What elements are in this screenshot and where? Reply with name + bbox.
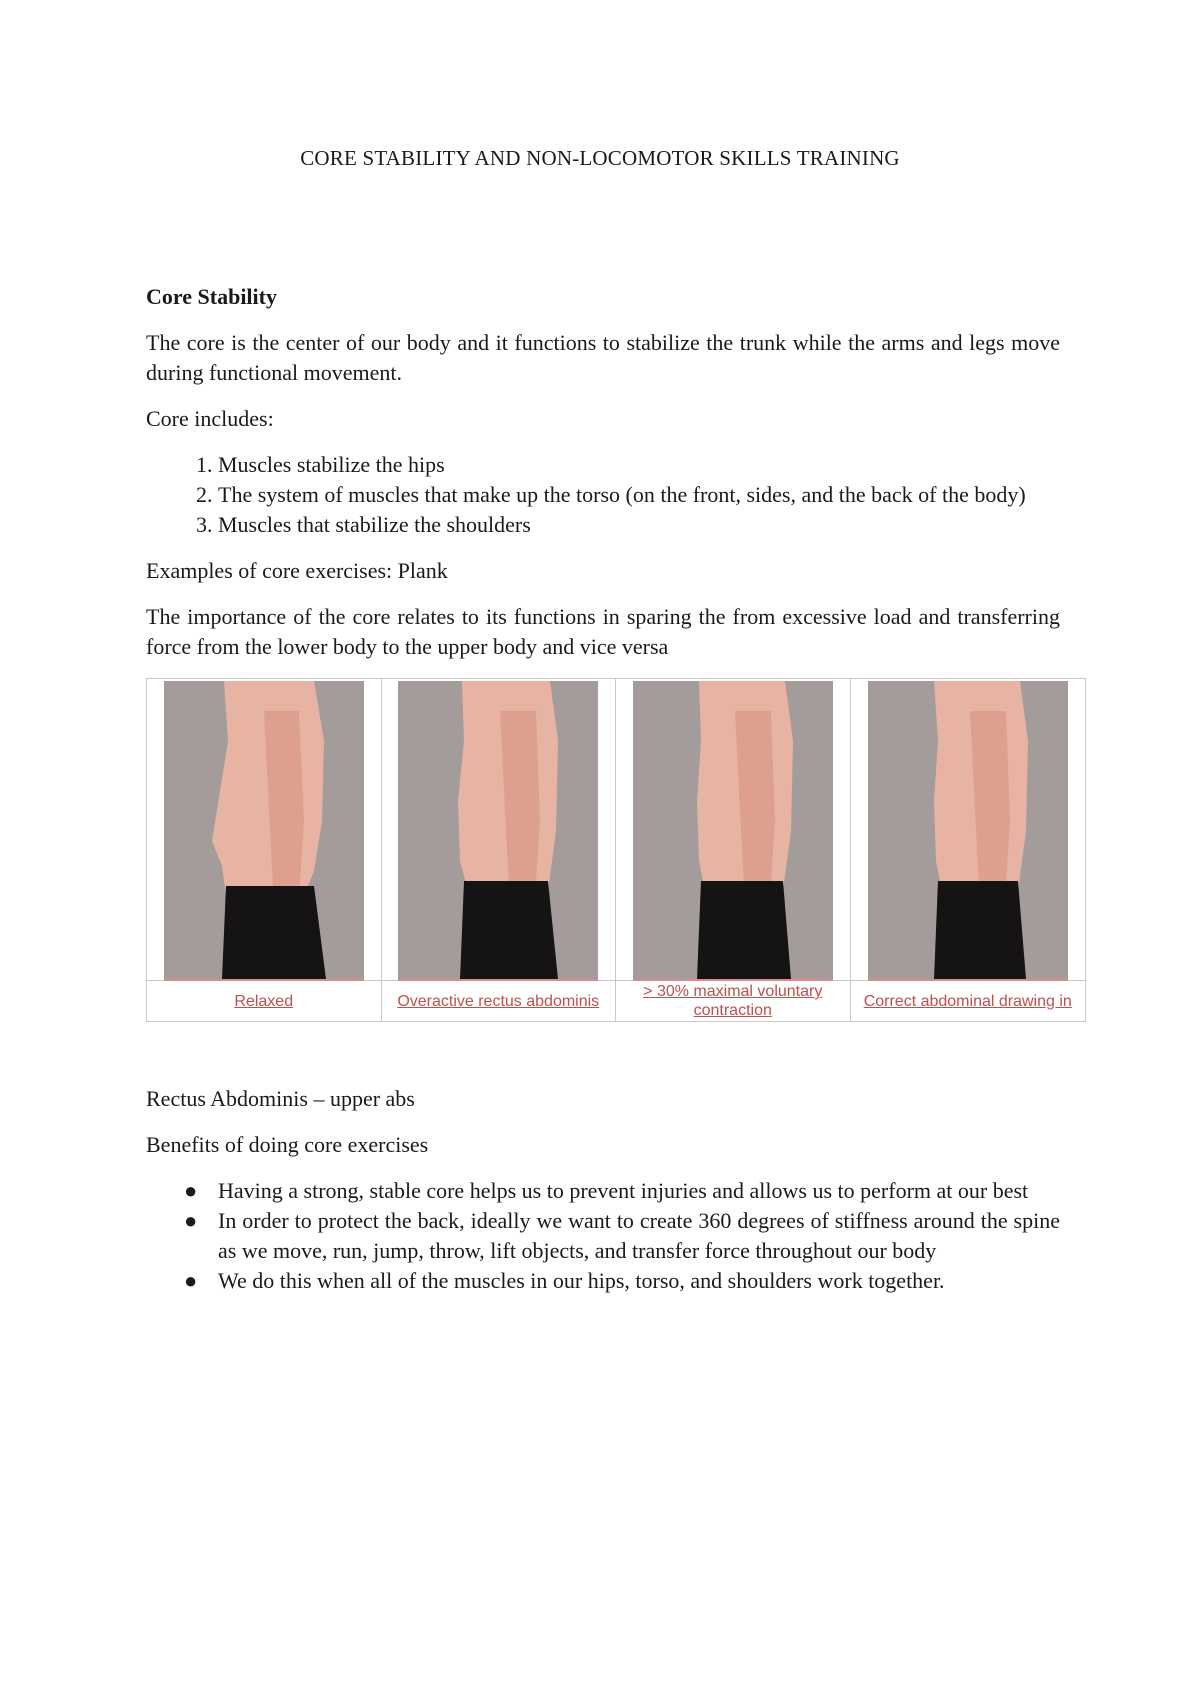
list-item: ● In order to protect the back, ideally we want to create 360 degrees of stiffness around the spine as we move, run, jump, throw, lift objects, and transfer force throughout our body: [184, 1208, 1060, 1263]
relaxed-posture-photo: [164, 681, 364, 981]
bullet-icon: ●: [184, 1208, 198, 1233]
list-item: 2. The system of muscles that make up the torso (on the front, sides, and the back of the body): [218, 480, 1060, 510]
benefits-list: [146, 1176, 1060, 1296]
bullet-icon: ●: [184, 1178, 198, 1203]
maximal-contraction-photo: [633, 681, 833, 981]
posture-figure: [146, 678, 1086, 1022]
importance-paragraph: The importance of the core relates to its functions in sparing the from excessive load and transferring force from the lower body to the upper body and vice versa: [146, 604, 1060, 659]
figure-caption: Correct abdominal drawing in: [863, 992, 1072, 1010]
bullet-icon: ●: [184, 1268, 198, 1293]
figure-caption: Relaxed: [234, 992, 294, 1010]
figure-caption: > 30% maximal voluntary contraction: [643, 983, 823, 1019]
correct-drawing-in-photo: [868, 681, 1068, 981]
list-item: 3. Muscles that stabilize the shoulders: [218, 510, 1060, 540]
section-heading: Core Stability: [146, 284, 277, 309]
figure-caption: Overactive rectus abdominis: [397, 992, 600, 1010]
core-includes-label: Core includes:: [146, 406, 274, 431]
overactive-rectus-photo: [398, 681, 598, 981]
figure-cell: [616, 679, 851, 1021]
figure-cell: [147, 679, 382, 1021]
benefits-label: Benefits of doing core exercises: [146, 1132, 429, 1157]
list-item: ● We do this when all of the muscles in our hips, torso, and shoulders work together.: [218, 1266, 1060, 1296]
page-title: CORE STABILITY AND NON-LOCOMOTOR SKILLS TRAINING: [300, 146, 900, 170]
figure-cell: [851, 679, 1086, 1021]
document-body: [146, 282, 1072, 1312]
core-includes-list: [146, 450, 1060, 540]
examples-paragraph: Examples of core exercises: Plank: [146, 558, 448, 583]
list-item: ● Having a strong, stable core helps us to prevent injuries and allows us to perform at our best: [218, 1176, 1060, 1206]
figure-cell: [382, 679, 617, 1021]
list-item: 1. Muscles stabilize the hips: [218, 450, 1060, 480]
intro-paragraph: The core is the center of our body and it functions to stabilize the trunk while the arms and legs move during functional movement.: [146, 330, 1060, 385]
rectus-paragraph: Rectus Abdominis – upper abs: [146, 1086, 415, 1111]
